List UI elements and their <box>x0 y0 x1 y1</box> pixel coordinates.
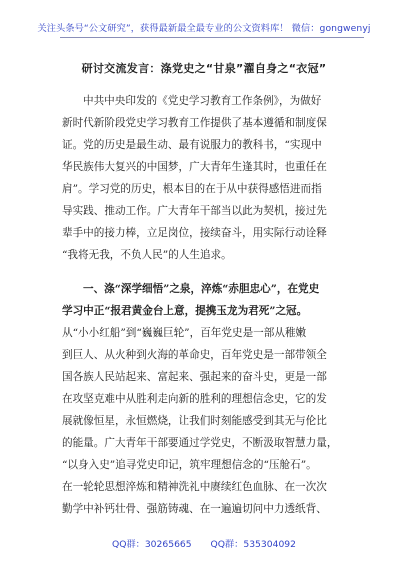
document-title: 研讨交流发言：涤党史之“甘泉”濯自身之“衣冠” <box>81 62 327 75</box>
paragraph-line: 证。党的历史是最生动、最有说服力的教科书，“实现中 <box>62 139 322 151</box>
paragraph-line: 肩”。学习党的历史，根本目的在于从中获得感悟进而指 <box>62 183 322 195</box>
document-body <box>62 90 349 520</box>
footer-qq-group-2: QQ群：535304092 <box>210 539 296 550</box>
paragraph-line: 在一轮轮思想淬炼和精神洗礼中赓续红色血脉、在一次次 <box>62 481 327 493</box>
paragraph-line: 华民族伟大复兴的中国梦，广大青年生逢其时，也重任在 <box>62 161 327 173</box>
paragraph-line: 国各族人民站起来、富起来、强起来的奋斗史，更是一部 <box>62 371 327 383</box>
paragraph-line: 从“小小红船”到“巍巍巨轮”，百年党史是一部从稚嫩 <box>62 327 307 339</box>
paragraph-line: 的能量。广大青年干部要通过学党史，不断汲取智慧力量， <box>62 437 338 449</box>
paragraph-line: 到巨人、从火种到火海的革命史，百年党史是一部带领全 <box>62 349 327 361</box>
paragraph-line: 勤学中补钙壮骨、强筋铸魂、在一遍遍切问中力透纸背、 <box>62 503 327 515</box>
header-divider <box>60 37 364 38</box>
paragraph-line: 导实践、推动工作。广大青年干部当以此为契机，接过先 <box>62 205 327 217</box>
paragraph-line: 展就像恒星，永恒燃烧，让我们时刻能感受到其无与伦比 <box>62 415 327 427</box>
paragraph-line: “我将无我，不负人民”的人生追求。 <box>62 249 232 261</box>
paragraph-line: “以身入史”追寻党史印记，筑牢理想信念的“压舱石”。 <box>62 459 317 471</box>
paragraph-gap <box>62 266 349 278</box>
header-notice: 关注头条号“公文研究”，获得最新最全最专业的公文资料库！ 微信：gongwenyj <box>37 23 371 34</box>
paragraph-line: 在攻坚克难中从胜利走向新的胜利的理想信念史，它的发 <box>62 393 327 405</box>
paragraph-line: 辈手中的接力棒，立足岗位，接续奋斗，用实际行动诠释 <box>62 227 327 239</box>
footer-qq-group-1: QQ群：30265665 <box>112 539 192 550</box>
paragraph-line: 新时代新阶段党史学习教育工作提供了基本遵循和制度保 <box>62 117 327 129</box>
section-heading-line: 一、涤“深学细悟”之泉，淬炼“赤胆忠心”，在党史 <box>83 283 320 295</box>
section-heading-line: 学习中正“报君黄金台上意，提携玉龙为君死”之冠。 <box>62 305 308 317</box>
footer-contact <box>0 536 408 550</box>
paragraph-line: 中共中央印发的《党史学习教育工作条例》，为做好 <box>83 95 322 107</box>
